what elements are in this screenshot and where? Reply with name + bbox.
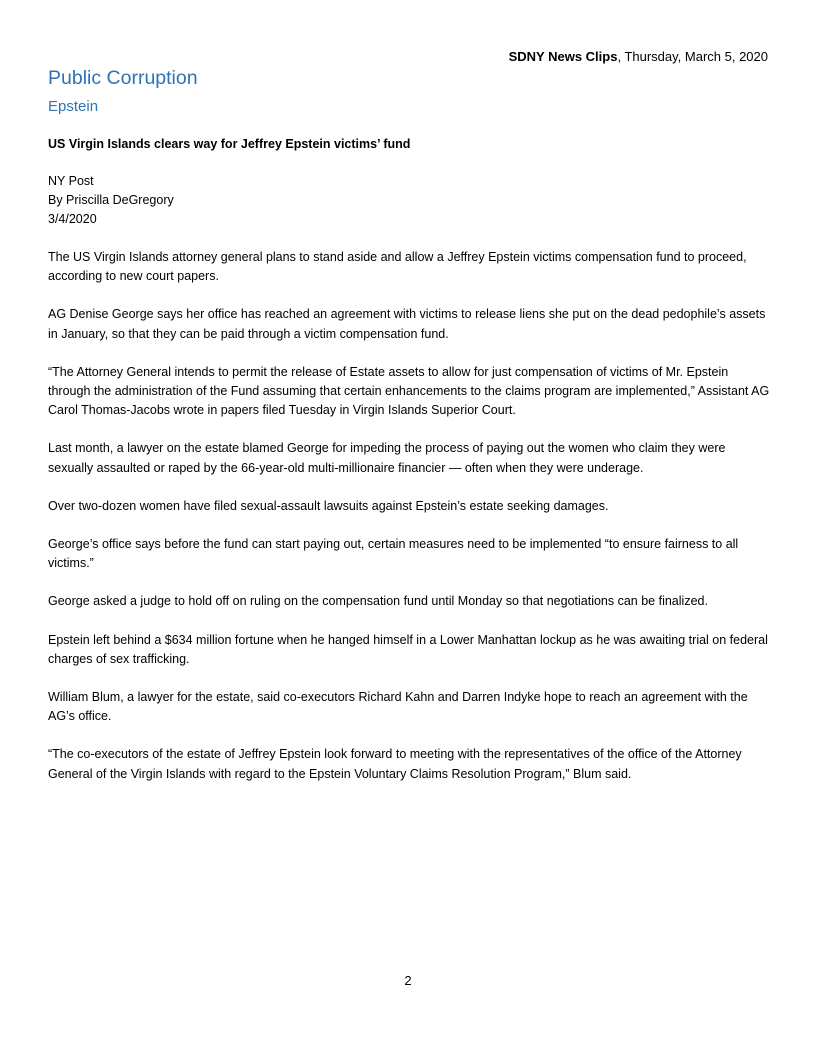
article-paragraph: The US Virgin Islands attorney general plans to stand aside and allow a Jeffrey Epstein victims compensation fund to proceed, according to new court papers. xyxy=(48,250,747,284)
article-source: NY Post xyxy=(48,174,94,188)
article-date: 3/4/2020 xyxy=(48,212,97,226)
article-body xyxy=(48,248,770,784)
page-content xyxy=(48,64,770,784)
article-paragraph: “The co-executors of the estate of Jeffrey Epstein look forward to meeting with the representatives of the office of the Attorney General of the Virgin Islands with regard to the Epstein Voluntary Claims Resolution Program,” Blum said. xyxy=(48,747,742,781)
article-byline xyxy=(48,172,770,229)
article-paragraph: Over two-dozen women have filed sexual-assault lawsuits against Epstein’s estate seeking damages. xyxy=(48,498,609,513)
article-paragraph: William Blum, a lawyer for the estate, said co-executors Richard Kahn and Darren Indyke hope to reach an agreement with the AG’s office. xyxy=(48,690,748,724)
page-number: 2 xyxy=(404,973,412,988)
article-paragraph: George’s office says before the fund can start paying out, certain measures need to be implemented “to ensure fairness to all victims.” xyxy=(48,537,739,571)
article-paragraph: AG Denise George says her office has reached an agreement with victims to release liens she put on the dead pedophile’s assets in January, so that they can be paid through a victim compensation fund. xyxy=(48,307,766,341)
article-paragraph: George asked a judge to hold off on ruling on the compensation fund until Monday so that negotiations can be finalized. xyxy=(48,594,708,609)
article-paragraph: Epstein left behind a $634 million fortune when he hanged himself in a Lower Manhattan lockup as he was awaiting trial on federal charges of sex trafficking. xyxy=(48,632,768,666)
header-brand: SDNY News Clips xyxy=(508,49,618,64)
article-author: By Priscilla DeGregory xyxy=(48,193,174,207)
section-title: Public Corruption xyxy=(48,67,198,89)
article-headline: US Virgin Islands clears way for Jeffrey Epstein victims’ fund xyxy=(48,137,411,151)
subsection-title: Epstein xyxy=(48,98,99,115)
header-date: , Thursday, March 5, 2020 xyxy=(617,49,768,64)
article-paragraph: “The Attorney General intends to permit the release of Estate assets to allow for just compensation of victims of Mr. Epstein through the administration of the Fund assuming that certain enhancements to the claims program are implemented,” Assistant AG Carol Thomas-Jacobs wrote in papers filed Tuesday in Virgin Islands Superior Court. xyxy=(48,364,770,418)
article-paragraph: Last month, a lawyer on the estate blamed George for impeding the process of paying out the women who claim they were sexually assaulted or raped by the 66-year-old multi-millionaire financier — often when they were underage. xyxy=(48,441,726,475)
